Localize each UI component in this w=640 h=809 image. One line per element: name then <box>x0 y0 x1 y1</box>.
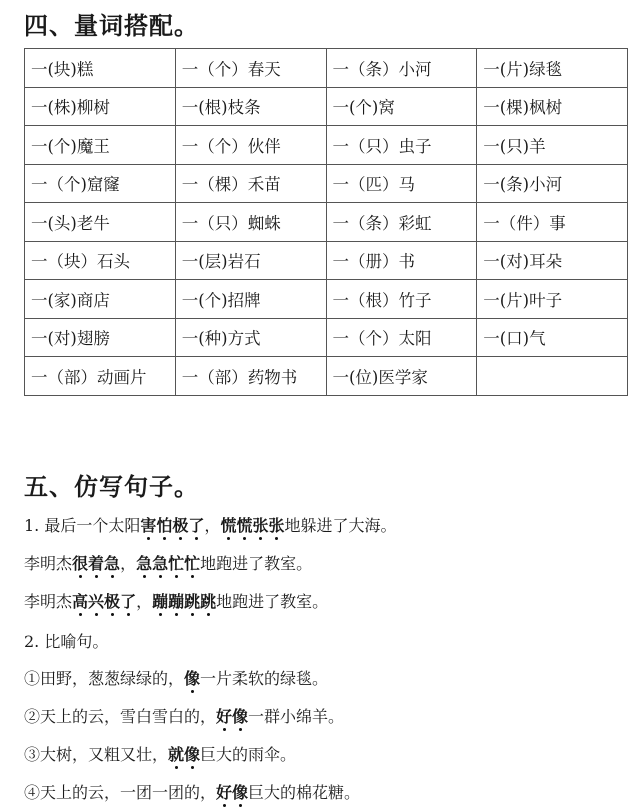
table-cell: 一(个)窝 <box>326 87 477 126</box>
table-cell: 一(头)老牛 <box>25 203 176 242</box>
table-cell: 一(根)枝条 <box>175 87 326 126</box>
sentence-text: 一群小绵羊。 <box>248 707 345 726</box>
table-cell: 一（个）春天 <box>175 49 326 88</box>
emphasized-phrase: 像 <box>184 669 201 688</box>
table-cell: 一（棵）禾苗 <box>175 164 326 203</box>
table-cell: 一(片)叶子 <box>477 280 628 319</box>
sentence-line <box>24 589 328 612</box>
section-5-heading: 五、仿写句子。 <box>24 473 199 501</box>
table-cell: 一（条）彩虹 <box>326 203 477 242</box>
table-cell: 一(口)气 <box>477 318 628 357</box>
table-cell: 一（部）药物书 <box>175 357 326 396</box>
sentence-text: ， <box>136 592 153 611</box>
table-cell: 一（根）竹子 <box>326 280 477 319</box>
section-4-heading: 四、量词搭配。 <box>24 12 199 40</box>
sentence-text: ④天上的云，一团一团的， <box>24 783 217 802</box>
measure-word-table <box>24 48 628 396</box>
sentence-line <box>24 704 344 727</box>
sentence-line <box>24 513 397 536</box>
sentence-line <box>24 551 312 574</box>
table-cell: 一(个)招牌 <box>175 280 326 319</box>
sentence-text: 2. 比喻句。 <box>24 632 109 651</box>
table-cell: 一(株)柳树 <box>25 87 176 126</box>
table-cell: 一（块）石头 <box>25 241 176 280</box>
table-cell: 一（件）事 <box>477 203 628 242</box>
sentence-text: 李明杰 <box>24 554 73 573</box>
table-row <box>25 203 628 242</box>
table-cell: 一（部）动画片 <box>25 357 176 396</box>
table-cell: 一(条)小河 <box>477 164 628 203</box>
table-cell: 一(片)绿毯 <box>477 49 628 88</box>
sentence-line <box>24 742 296 765</box>
table-cell: 一（个）伙伴 <box>175 126 326 165</box>
table-cell: 一(种)方式 <box>175 318 326 357</box>
table-cell: 一（只）蜘蛛 <box>175 203 326 242</box>
sentence-text: 巨大的雨伞。 <box>200 745 297 764</box>
sentence-text: ①田野，葱葱绿绿的， <box>24 669 185 688</box>
sentence-text: ， <box>204 516 221 535</box>
table-cell: 一（册）书 <box>326 241 477 280</box>
table-row <box>25 318 628 357</box>
table-cell <box>477 357 628 396</box>
sentence-text: 李明杰 <box>24 592 73 611</box>
emphasized-phrase: 好像 <box>216 783 249 802</box>
table-cell: 一（条）小河 <box>326 49 477 88</box>
sentence-text: 地躲进了大海。 <box>284 516 397 535</box>
table-cell: 一(位)医学家 <box>326 357 477 396</box>
emphasized-phrase: 高兴极了 <box>72 592 137 611</box>
table-cell: 一(个)魔王 <box>25 126 176 165</box>
sentence-text: ②天上的云，雪白雪白的， <box>24 707 217 726</box>
sentence-text: ③大树，又粗又壮， <box>24 745 169 764</box>
emphasized-phrase: 很着急 <box>72 554 121 573</box>
table-row <box>25 87 628 126</box>
emphasized-phrase: 害怕极了 <box>140 516 205 535</box>
table-cell: 一(对)翅膀 <box>25 318 176 357</box>
emphasized-phrase: 好像 <box>216 707 249 726</box>
emphasized-phrase: 慌慌张张 <box>220 516 285 535</box>
table-row <box>25 49 628 88</box>
table-row <box>25 164 628 203</box>
table-cell: 一（只）虫子 <box>326 126 477 165</box>
sentence-line <box>24 780 360 803</box>
sentence-text: 1. 最后一个太阳 <box>24 516 141 535</box>
table-row <box>25 126 628 165</box>
table-cell: 一(对)耳朵 <box>477 241 628 280</box>
emphasized-phrase: 就像 <box>168 745 201 764</box>
table-row <box>25 357 628 396</box>
table-cell: 一（个)窟窿 <box>25 164 176 203</box>
table-cell: 一（个）太阳 <box>326 318 477 357</box>
emphasized-phrase: 急急忙忙 <box>136 554 201 573</box>
sentence-text: 地跑进了教室。 <box>200 554 313 573</box>
emphasized-phrase: 蹦蹦跳跳 <box>152 592 217 611</box>
sentence-text: 巨大的棉花糖。 <box>248 783 361 802</box>
sentence-line <box>24 666 328 689</box>
sentence-text: ， <box>120 554 137 573</box>
table-cell: 一(只)羊 <box>477 126 628 165</box>
table-row <box>25 280 628 319</box>
table-cell: 一(块)糕 <box>25 49 176 88</box>
table-row <box>25 241 628 280</box>
table-cell: 一(家)商店 <box>25 280 176 319</box>
sentence-text: 地跑进了教室。 <box>216 592 329 611</box>
table-cell: 一(棵)枫树 <box>477 87 628 126</box>
table-cell: 一(层)岩石 <box>175 241 326 280</box>
sentence-text: 一片柔软的绿毯。 <box>200 669 329 688</box>
sentence-line <box>24 629 108 652</box>
table-cell: 一（匹）马 <box>326 164 477 203</box>
